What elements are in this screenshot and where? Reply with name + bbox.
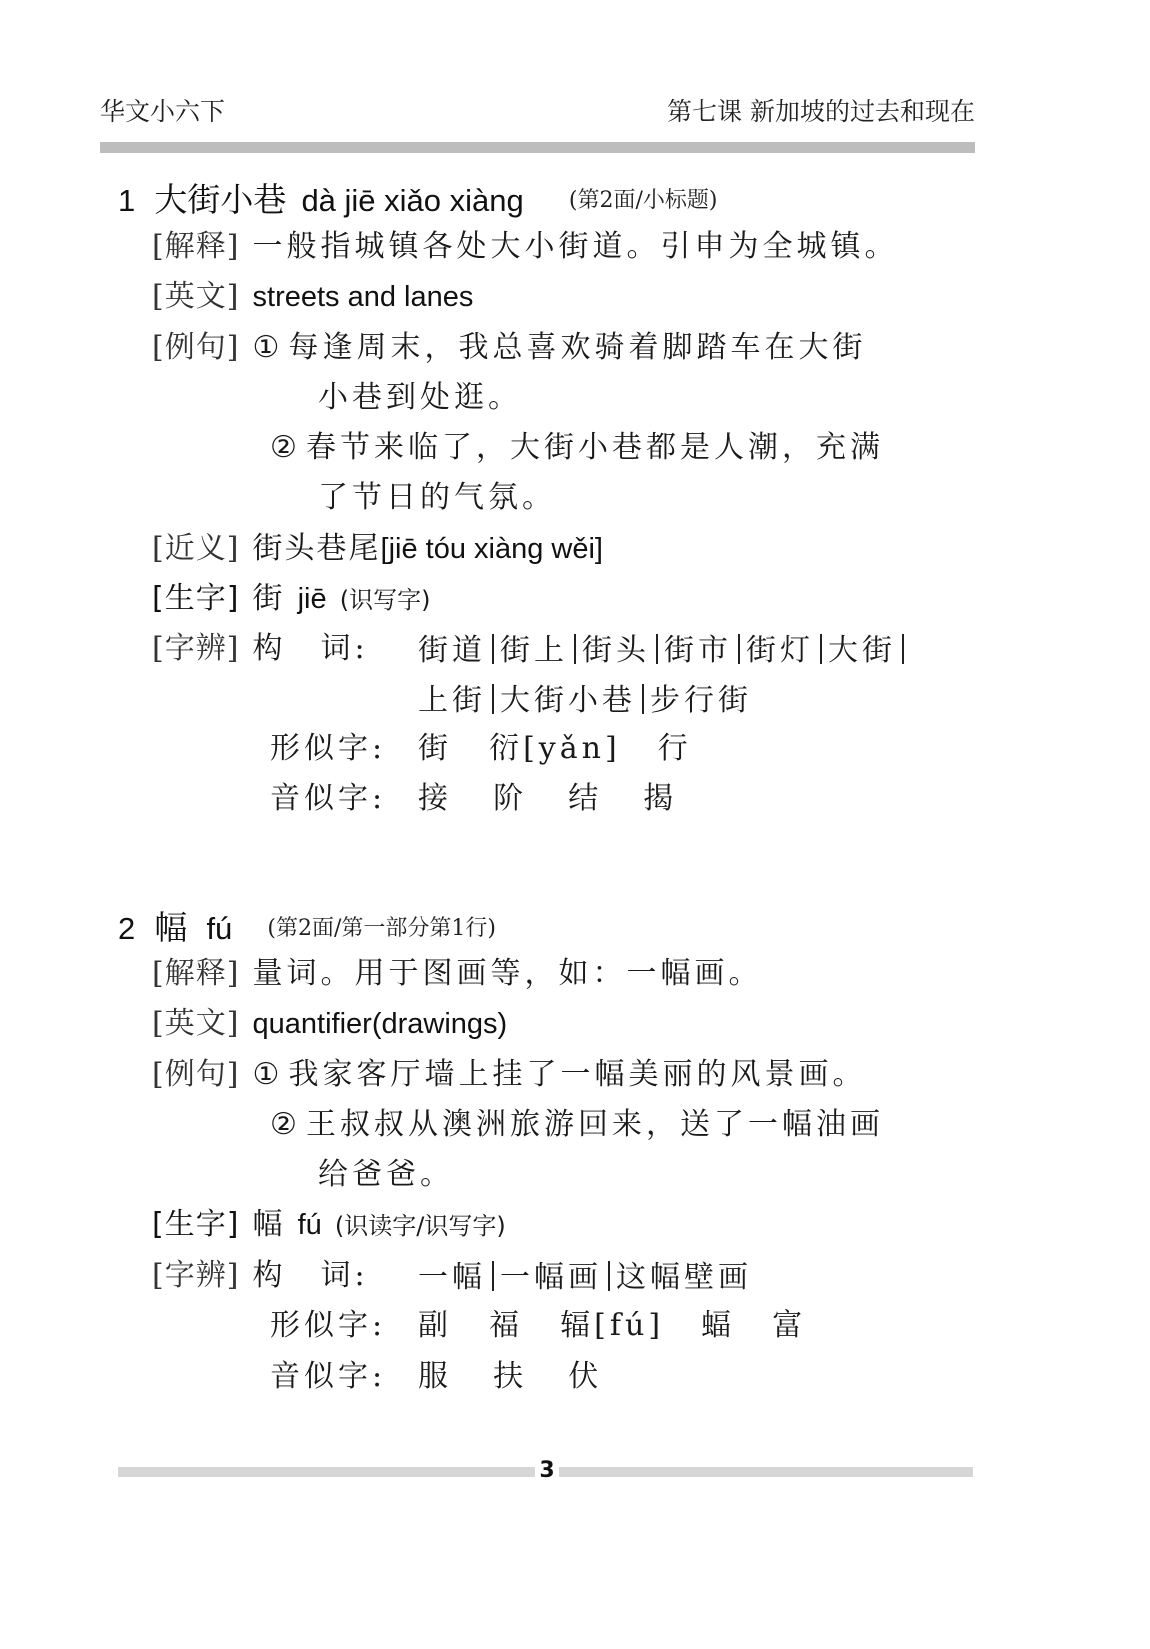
similar-sound-row xyxy=(270,781,387,816)
sound-char: 接 xyxy=(418,781,452,816)
example-text: 王叔叔从澳洲旅游回来，送了一幅油画 xyxy=(306,1107,884,1142)
similar-sound-label: 音似字: xyxy=(270,1359,387,1394)
similar-shape-list xyxy=(418,1308,807,1343)
example-marker: ② xyxy=(270,430,301,465)
english-text: streets and lanes xyxy=(252,281,474,313)
word-item: 街市 xyxy=(664,633,732,668)
sound-char: 结 xyxy=(568,781,603,816)
similar-char: 副 xyxy=(418,1308,452,1343)
similar-sound-list xyxy=(418,781,678,816)
similar-char: 街 xyxy=(418,731,452,766)
synonym-row xyxy=(152,531,603,566)
entry-pinyin: fú xyxy=(206,911,233,946)
word-building-label: 构 词: xyxy=(252,631,369,666)
example-text: 了节日的气氛。 xyxy=(318,480,556,515)
word-item: 一幅 xyxy=(418,1260,486,1295)
entry-pinyin: dà jiē xiǎo xiàng xyxy=(301,183,524,218)
examples-label: [例句] xyxy=(152,330,240,365)
new-char-type: (识写字) xyxy=(339,586,431,614)
word-item: 这幅壁画 xyxy=(616,1260,752,1295)
example-continuation xyxy=(318,1157,454,1192)
word-item: 街上 xyxy=(500,633,568,668)
new-char-pinyin: fú xyxy=(297,1209,322,1241)
sound-char: 扶 xyxy=(493,1359,528,1394)
new-char-label: [生字] xyxy=(152,1207,240,1242)
explanation-label: [解释] xyxy=(152,229,240,264)
new-char-label: [生字] xyxy=(152,581,240,616)
similar-char: 辐[fú] xyxy=(560,1308,665,1343)
explanation-text: 量词。用于图画等，如：一幅画。 xyxy=(252,956,763,991)
similar-shape-row xyxy=(270,1308,387,1343)
new-char-type: (识读字/识写字) xyxy=(334,1212,506,1240)
lesson-title: 第七课 新加坡的过去和现在 xyxy=(667,97,975,126)
example-text: 我家客厅墙上挂了一幅美丽的风景画。 xyxy=(288,1057,867,1092)
examples-label: [例句] xyxy=(152,1057,240,1092)
similar-shape-list xyxy=(418,731,692,766)
examples-row xyxy=(152,330,867,365)
similar-char: 富 xyxy=(772,1308,807,1343)
new-char: 街 xyxy=(252,581,287,616)
word-item: 街头 xyxy=(582,633,650,668)
english-text: quantifier(drawings) xyxy=(252,1008,508,1040)
sound-char: 服 xyxy=(418,1359,452,1394)
similar-char: 衍[yǎn] xyxy=(489,731,621,766)
word-item: 大街小巷 xyxy=(500,683,636,718)
page-header xyxy=(100,92,975,132)
sound-char: 阶 xyxy=(493,781,528,816)
analysis-row xyxy=(152,631,369,666)
entry-number: 2 xyxy=(118,911,136,946)
similar-char: 行 xyxy=(657,731,692,766)
english-row xyxy=(152,279,474,314)
explanation-text: 一般指城镇各处大小街道。引申为全城镇。 xyxy=(252,229,899,264)
book-title: 华文小六下 xyxy=(100,97,226,126)
entry-heading xyxy=(118,908,496,947)
example-continuation xyxy=(318,480,556,515)
new-char: 幅 xyxy=(252,1207,287,1242)
header-divider xyxy=(100,142,975,153)
analysis-row xyxy=(152,1258,369,1293)
similar-sound-list xyxy=(418,1359,603,1394)
examples-row xyxy=(152,1057,867,1092)
explanation-row xyxy=(152,229,899,264)
analysis-label: [字辨] xyxy=(152,631,240,666)
example-text: 小巷到处逛。 xyxy=(318,380,522,415)
similar-shape-label: 形似字: xyxy=(270,1308,387,1343)
english-label: [英文] xyxy=(152,279,240,314)
entry-number: 1 xyxy=(118,183,136,218)
sound-char: 揭 xyxy=(643,781,678,816)
entry-word: 幅 xyxy=(154,908,188,947)
word-building-list-cont xyxy=(418,684,752,716)
english-row xyxy=(152,1006,508,1041)
explanation-row xyxy=(152,956,763,991)
similar-sound-label: 音似字: xyxy=(270,781,387,816)
word-item: 步行街 xyxy=(650,683,752,718)
example-text: 给爸爸。 xyxy=(318,1157,454,1192)
new-char-row xyxy=(152,581,431,616)
word-building-list xyxy=(418,634,910,666)
word-item: 街道 xyxy=(418,633,486,668)
similar-char: 福 xyxy=(489,1308,524,1343)
synonym-label: [近义] xyxy=(152,531,240,566)
word-building-label: 构 词: xyxy=(252,1258,369,1293)
example-marker: ① xyxy=(252,330,284,365)
example-text: 春节来临了，大街小巷都是人潮，充满 xyxy=(306,430,884,465)
word-item: 街灯 xyxy=(746,633,814,668)
example-row xyxy=(270,430,884,465)
word-building-list xyxy=(418,1261,752,1293)
analysis-label: [字辨] xyxy=(152,1258,240,1293)
example-text: 每逢周末，我总喜欢骑着脚踏车在大街 xyxy=(288,330,867,365)
word-item: 大街 xyxy=(828,633,896,668)
example-row xyxy=(270,1107,884,1142)
entry-heading xyxy=(118,180,718,219)
entry-reference: (第2面/小标题) xyxy=(568,188,718,213)
entry-word: 大街小巷 xyxy=(154,180,287,219)
example-continuation xyxy=(318,380,522,415)
new-char-row xyxy=(152,1207,506,1242)
entry-reference: (第2面/第一部分第1行) xyxy=(267,916,496,941)
example-marker: ① xyxy=(252,1057,284,1092)
page-number: 3 xyxy=(535,1458,559,1483)
similar-char: 蝠 xyxy=(701,1308,736,1343)
example-marker: ② xyxy=(270,1107,301,1142)
similar-shape-row xyxy=(270,731,387,766)
similar-sound-row xyxy=(270,1359,387,1394)
explanation-label: [解释] xyxy=(152,956,240,991)
new-char-pinyin: jiē xyxy=(297,583,327,615)
synonym-text: 街头巷尾 xyxy=(252,531,381,566)
sound-char: 伏 xyxy=(568,1359,603,1394)
word-item: 上街 xyxy=(418,683,486,718)
english-label: [英文] xyxy=(152,1006,240,1041)
word-item: 一幅画 xyxy=(500,1260,602,1295)
similar-shape-label: 形似字: xyxy=(270,731,387,766)
synonym-pinyin: [jiē tóu xiàng wěi] xyxy=(380,533,603,565)
